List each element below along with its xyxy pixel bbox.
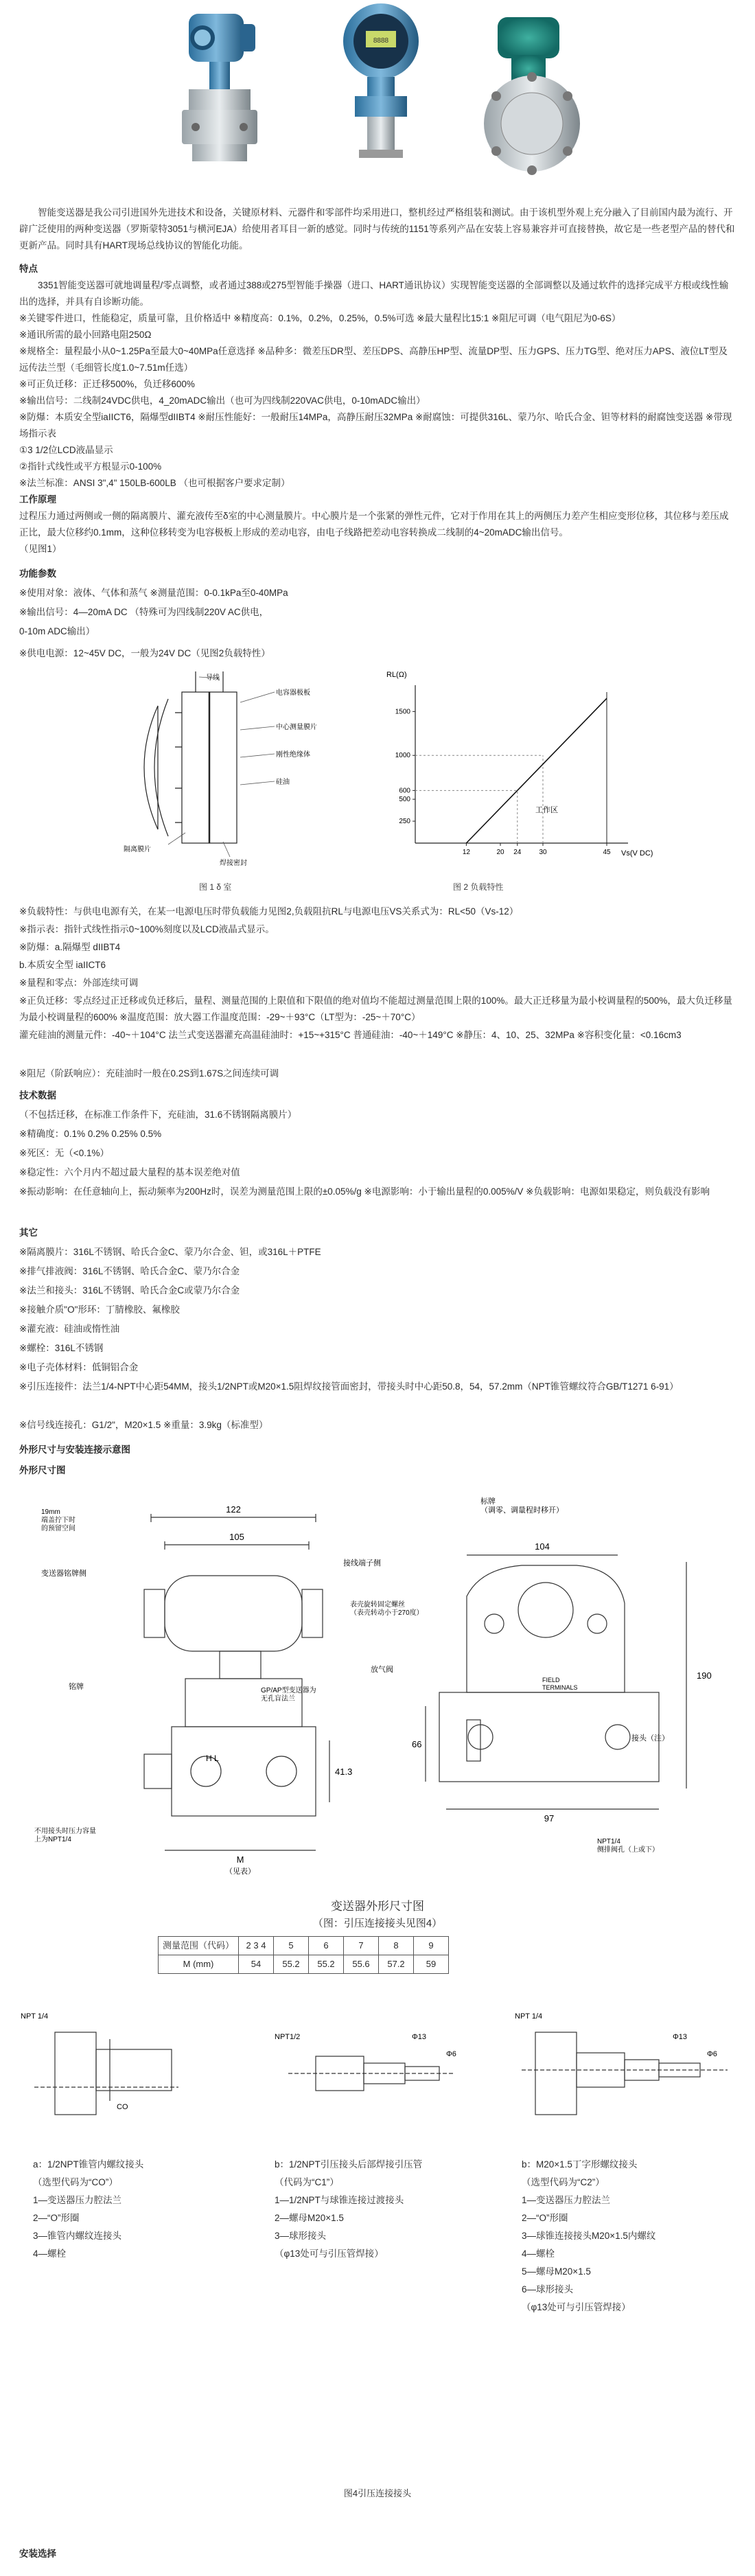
fig1-label-insulator: 刚性绝缘体 — [276, 751, 310, 759]
label-side: 变送器铭牌侧 — [41, 1569, 86, 1578]
fig4-b-line: 2—螺母M20×1.5 — [275, 2213, 344, 2223]
load-line: ※指示表：指针式线性指示0~100%刻度以及LCD液晶式显示。 — [19, 924, 275, 934]
label-bracket: 标牌（调零、调量程时移开） — [480, 1497, 564, 1515]
intro-paragraph: 智能变送器是我公司引进国外先进技术和设备，关键原材料、元器件和零部件均采用进口，整机经过严格组装和测试。由于该机型外观上充分融入了目前国内最为流行、开辟广泛使用的两种变送器（罗斯蒙特3051与横河EJA）给使用者耳目一新的感觉。同时与传统的1151等系列产品在安装上容易兼容并可直接替换，故它是一些老型产品的替代和更新产品。同时具有HART现场总线协议的智能化功能。 — [19, 207, 735, 251]
label-gp: GP/AP型变送器为无孔盲法兰 — [261, 1687, 316, 1703]
dim-see-table: （见表） — [225, 1867, 255, 1876]
spec-line: 0-10m ADC输出） — [19, 626, 95, 636]
other-line: ※排气排液阀：316L不锈钢、哈氏合金C、蒙乃尔合金 — [19, 1266, 240, 1276]
fig4-phi13: Φ13 — [412, 2033, 427, 2041]
table-header-cell: 7 — [344, 1937, 379, 1955]
other-heading: 其它 — [19, 1228, 38, 1238]
fig4-b-line: （代码为“C1”） — [275, 2177, 339, 2187]
table-cell: 55.2 — [309, 1955, 344, 1974]
dim-41: 41.3 — [335, 1767, 353, 1777]
principle-figure-ref: （见图1） — [19, 544, 62, 554]
fig4-column-c — [522, 2156, 741, 2316]
principle-heading: 工作原理 — [19, 494, 56, 505]
load-line: ※正负迁移：零点经过正迁移或负迁移后，量程、测量范围的上限值和下限值的绝对值均不能超过测量范围上限的100%。最大正迁移量为最小校调量程的500%，最大负迁移量为最小校调量程的600% ※温度范围：放大器工作温度范围：-29~＋93°C（LT型为：-25~＋70°C） — [19, 996, 732, 1022]
figure-4-connectors — [14, 1991, 741, 2142]
tech-line: ※稳定性：六个月内不超过最大量程的基本误差绝对值 — [19, 1167, 240, 1177]
other-line: ※信号线连接孔：G1/2"，M20×1.5 ※重量：3.9kg（标准型） — [19, 1420, 268, 1430]
fig4-b-line: b：1/2NPT引压接头后部焊接引压管 — [275, 2159, 423, 2170]
fig4-a-line: 1—变送器压力腔法兰 — [33, 2195, 122, 2205]
label-vent: 放气阀 — [371, 1666, 393, 1674]
fig4-b-line: 3—球形接头 — [275, 2231, 327, 2241]
label-nameplate: 铭牌 — [69, 1683, 84, 1691]
transmitter-images — [175, 0, 587, 182]
feature-item: ※通讯所需的最小回路电阻250Ω — [19, 330, 152, 340]
fig1-label-diaphragm: 中心测量膜片 — [276, 724, 317, 731]
spec-line: ※供电电源：12~45V DC，一般为24V DC（见图2负载特性） — [19, 648, 270, 658]
feature-item: ①3 1/2位LCD液晶显示 — [19, 445, 113, 455]
fig4-phi6: Φ6 — [446, 2050, 456, 2058]
fig4-c-line: 1—变送器压力腔法兰 — [522, 2195, 611, 2205]
tech-line: ※死区：无（<0.1%） — [19, 1148, 109, 1158]
fig4-c-line: （φ13处可与引压管焊接） — [522, 2302, 631, 2312]
fig4-column-a — [33, 2156, 253, 2263]
chart-xlabel: Vs(V DC) — [621, 849, 653, 858]
dim-104: 104 — [535, 1541, 550, 1552]
fig4-npt14-c: NPT 1/4 — [515, 2012, 543, 2021]
other-line: ※螺栓：316L不锈钢 — [19, 1343, 104, 1353]
figure-1-caption: 图 1 δ 室 — [199, 882, 232, 892]
load-line: ※防爆：a.隔爆型 dIIBT4 — [19, 942, 121, 952]
fig1-label-weld: 焊接密封 — [220, 860, 247, 867]
fig4-c-line: 5—螺母M20×1.5 — [522, 2266, 591, 2277]
load-line: ※阻尼（阶跃响应）：充硅油时一般在0.2S到1.67S之间连续可调 — [19, 1068, 279, 1079]
principle-paragraph: 过程压力通过两侧或一侧的隔离膜片、灌充液传至δ室的中心测量膜片。中心膜片是一个张紧的弹性元件，它对于作用在其上的两侧压力差产生相应变形位移，其位移与差压成正比，最大位移约0.1mm，这种位移转变为电容极板上形成的差动电容，由电子线路把差动电容转换成二线制的4~20mADC输出信号。 — [19, 511, 729, 538]
label-npt: NPT1/4 侧排阀孔（上或下） — [597, 1838, 659, 1854]
fig4-a-line: 3—锥管内螺纹连接头 — [33, 2231, 122, 2241]
table-cell: 54 — [239, 1955, 274, 1974]
x-tick-label: 20 — [496, 849, 504, 856]
fig4-c-line: 3—球锥连接接头M20×1.5内螺纹 — [522, 2231, 656, 2241]
fig1-label-oil: 硅油 — [276, 779, 290, 786]
fig4-c-line: 4—螺栓 — [522, 2249, 555, 2259]
x-tick-label: 24 — [513, 849, 522, 856]
dim-190: 190 — [697, 1670, 712, 1681]
table-title: 变送器外形尺寸图 — [331, 1900, 424, 1913]
table-header-cell: 2 3 4 — [239, 1937, 274, 1955]
tech-heading: 技术数据 — [19, 1090, 56, 1101]
fig4-a-line: （选型代码为“CO”） — [33, 2177, 118, 2187]
feature-item: ※规格全：量程最小从0~1.25Pa至最大0~40MPa任意选择 ※品种多：微差压DR型、差压DPS、高静压HP型、流量DP型、压力GPS、压力TG型、绝对压力APS、液位LT型及远传法兰型（毛细管长度1.0~7.51m任选） — [19, 346, 728, 373]
table-subtitle: （图：引压连接接头见图4） — [312, 1918, 443, 1929]
svg-text:8888: 8888 — [373, 37, 389, 45]
y-tick-label: 1500 — [395, 708, 410, 716]
feature-item: ※法兰标准：ANSI 3",4" 150LB-600LB （也可根据客户要求定制） — [19, 478, 290, 488]
feature-item: ※关键零件进口，性能稳定，质量可靠，且价格适中 ※精度高：0.1%，0.2%，0.25%，0.5%可选 ※最大量程比15:1 ※阻尼可调（电气阻尼为0-6S） — [19, 313, 621, 323]
dim-m: M — [236, 1854, 244, 1865]
fig1-label-isolation: 隔离膜片 — [124, 846, 151, 853]
table-row — [159, 1955, 449, 1974]
table-header-cell: 8 — [379, 1937, 414, 1955]
load-line — [466, 698, 607, 843]
fig4-phi6-c: Φ6 — [707, 2050, 717, 2058]
figure-4-caption: 图4引压连接接头 — [343, 2488, 412, 2498]
load-line: b.本质安全型 iaIICT6 — [19, 960, 106, 970]
feature-item: ②指针式线性或平方根显示0-100% — [19, 461, 162, 472]
table-cell: 55.2 — [274, 1955, 309, 1974]
table-cell: 55.6 — [344, 1955, 379, 1974]
spec-line: ※使用对象：液体、气体和蒸气 ※测量范围：0-0.1kPa至0-40MPa — [19, 588, 288, 598]
label-note19: 19mm 端盖拧下时的预留空间 — [41, 1508, 76, 1532]
table-header-cell: 测量范围（代码） — [159, 1937, 239, 1955]
fig4-column-b — [275, 2156, 501, 2263]
fig4-phi13-c: Φ13 — [673, 2033, 688, 2041]
y-tick-label: 1000 — [395, 752, 410, 760]
fig4-b-line: （φ13处可与引压管焊接） — [275, 2249, 384, 2259]
fig4-c-line: （选型代码为“C2”） — [522, 2177, 605, 2187]
fig4-a-line: a：1/2NPT锥管内螺纹接头 — [33, 2159, 144, 2170]
figure-2-caption: 图 2 负载特性 — [453, 882, 504, 892]
chart-ylabel: RL(Ω) — [386, 671, 407, 679]
tech-line: ※振动影响：在任意轴向上，振动频率为200Hz时，误差为测量范围上限的±0.05%/g ※电源影响：小于输出量程的0.005%/V ※负载影响：电源如果稳定，则负载没有影响 — [19, 1186, 710, 1197]
feature-item: ※防爆：本质安全型iaIICT6，隔爆型dIIBT4 ※耐压性能好：一般耐压14MPa，高静压耐压32MPa ※耐腐蚀：可提供316L、蒙乃尔、哈氏合金、钽等材料的耐腐蚀变送器 ※带现场指示表 — [19, 412, 732, 439]
load-line: 灌充硅油的测量元件：-40~＋104°C 法兰式变送器灌充高温硅油时：+15~+315°C 普通硅油：-40~＋149°C ※静压：4、10、25、32MPa ※容积变化量：<0.16cm3 — [19, 1030, 682, 1040]
label-terminal: 接线端子侧 — [343, 1559, 381, 1567]
table-cell: 57.2 — [379, 1955, 414, 1974]
dimension-table — [158, 1936, 449, 1974]
other-line: ※引压连接件：法兰1/4-NPT中心距54MM，接头1/2NPT或M20×1.5阻焊纹接管面密封，带接头时中心距50.8，54，57.2mm（NPT锥管螺纹符合GB/T1271 6-91） — [19, 1381, 679, 1392]
load-line: ※负载特性：与供电电源有关，在某一电源电压时带负载能力见图2,负载阻抗RL与电源电压VS关系式为：RL<50（Vs-12） — [19, 906, 519, 917]
feature-item: ※可正负迁移：正迁移500%，负迁移600% — [19, 379, 195, 389]
feature-item: ※输出信号：二线制24VDC供电，4_20mADC输出（也可为四线制220VAC供电，0-10mADC输出） — [19, 395, 426, 406]
tech-line: ※精确度：0.1% 0.2% 0.25% 0.5% — [19, 1129, 162, 1139]
other-line: ※接触介质"O"形环：丁腈橡胶、氟橡胶 — [19, 1304, 180, 1315]
table-cell: M (mm) — [159, 1955, 239, 1974]
figure-1-delta-cell — [117, 665, 364, 871]
figure-2-load-chart — [374, 665, 653, 871]
dim-97: 97 — [544, 1813, 555, 1824]
dim-122: 122 — [226, 1504, 241, 1515]
product-photos — [175, 0, 587, 182]
dims-heading: 外形尺寸与安装连接示意图 — [19, 1445, 130, 1455]
other-line: ※法兰和接头：316L不锈钢、哈氏合金C或蒙乃尔合金 — [19, 1285, 240, 1296]
fig4-a-line: 2—“O”形圈 — [33, 2213, 80, 2223]
fig4-c-line: b：M20×1.5丁字形螺纹接头 — [522, 2159, 638, 2170]
fig4-npt14: NPT 1/4 — [21, 2012, 49, 2021]
features-paragraph: 3351智能变送器可就地调量程/零点调整，或者通过388或275型智能手操器（进口、HART通讯协议）实现智能变送器的全部调整以及通过软件的选择完成平方根或线性输出的选择，并具有自诊断功能。 — [19, 280, 729, 307]
dims-subheading: 外形尺寸图 — [19, 1465, 66, 1475]
label-hl: H L — [206, 1753, 219, 1763]
table-header-cell: 5 — [274, 1937, 309, 1955]
label-cond: 不用接头时压力容量上为NPT1/4 — [34, 1828, 96, 1843]
table-header-cell: 6 — [309, 1937, 344, 1955]
features-heading: 特点 — [19, 264, 38, 274]
dim-66: 66 — [412, 1739, 422, 1749]
table-header-cell: 9 — [414, 1937, 449, 1955]
tech-line: （不包括迁移，在标准工作条件下，充硅油，31.6不锈钢隔离膜片） — [19, 1109, 297, 1120]
fig1-label-plate: 电容器极板 — [276, 689, 310, 697]
x-tick-label: 12 — [462, 849, 470, 856]
outline-dimension-drawing — [27, 1486, 741, 1885]
fig1-label-wire: 导线 — [206, 674, 220, 682]
fig4-a-line: 4—螺栓 — [33, 2249, 67, 2259]
fig4-c-line: 6—球形接头 — [522, 2284, 574, 2295]
table-header-row — [159, 1937, 449, 1955]
label-field: FIELD TERMINALS — [542, 1677, 578, 1691]
x-tick-label: 30 — [539, 849, 547, 856]
fig4-co: CO — [117, 2103, 128, 2111]
table-cell: 59 — [414, 1955, 449, 1974]
photo-differential-transmitter — [182, 14, 257, 161]
fig4-c-line: 2—“O”形圈 — [522, 2213, 568, 2223]
y-tick-label: 500 — [399, 796, 410, 804]
label-rotate: 表壳旋转固定螺丝（表壳转动小于270度） — [350, 1601, 423, 1617]
spec-line: ※输出信号：4—20mA DC （特殊可为四线制220V AC供电， — [19, 607, 269, 617]
chart-region-label: 工作区 — [535, 806, 558, 814]
x-tick-label: 45 — [603, 849, 611, 856]
y-tick-label: 600 — [399, 787, 410, 795]
other-line: ※电子壳体材料：低铜铝合金 — [19, 1362, 139, 1372]
other-line: ※灌充液：硅油或惰性油 — [19, 1324, 120, 1334]
specs-heading: 功能参数 — [19, 568, 56, 579]
other-line: ※隔离膜片：316L不锈钢、哈氏合金C、蒙乃尔合金、钽，或316L＋PTFE — [19, 1247, 321, 1257]
fig4-b-line: 1—1/2NPT与球锥连接过渡接头 — [275, 2195, 404, 2205]
photo-flange-transmitter — [484, 17, 580, 175]
dim-105: 105 — [229, 1532, 244, 1542]
photo-display-transmitter — [343, 3, 419, 158]
fig4-npt12: NPT1/2 — [275, 2033, 301, 2041]
label-joint: 接头（注） — [631, 1734, 669, 1743]
install-heading: 安装选择 — [19, 2549, 56, 2559]
load-line: ※量程和零点：外部连续可调 — [19, 978, 139, 988]
y-tick-label: 250 — [399, 818, 410, 826]
